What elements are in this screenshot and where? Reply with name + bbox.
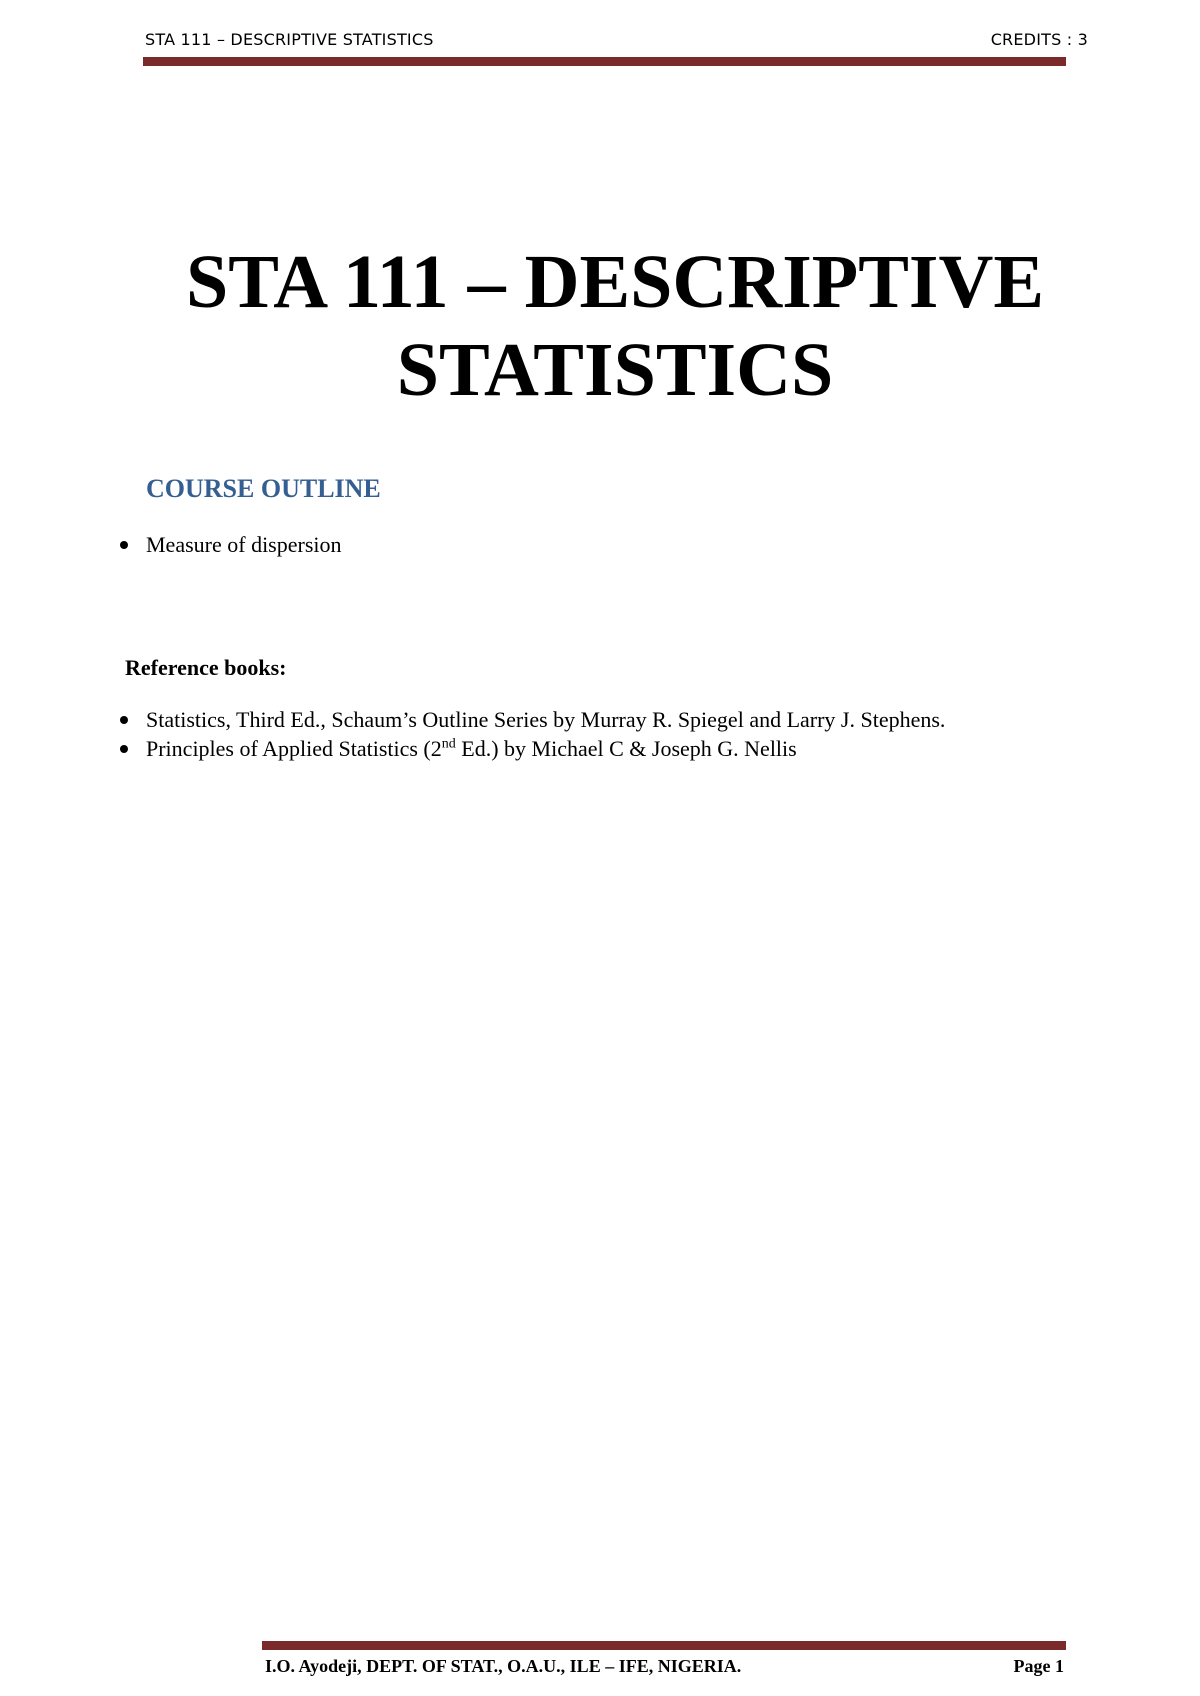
page-number: Page 1 — [1013, 1656, 1064, 1676]
document-title — [100, 238, 1130, 414]
footer-rule — [262, 1641, 1066, 1650]
list-item — [118, 530, 342, 559]
list-item-text: Measure of dispersion — [146, 532, 342, 557]
document-title-line2: STATISTICS — [396, 328, 834, 412]
header-rule — [143, 57, 1066, 66]
superscript-ordinal: nd — [441, 736, 456, 752]
bullet-icon — [120, 745, 128, 753]
course-outline-list — [118, 530, 342, 559]
list-item — [118, 734, 945, 763]
course-outline-heading: COURSE OUTLINE — [146, 474, 381, 503]
list-item — [118, 705, 945, 734]
document-title-line1: STA 111 – DESCRIPTIVE — [185, 240, 1045, 324]
running-header-credits: CREDITS : 3 — [990, 30, 1088, 49]
bullet-icon — [120, 541, 128, 549]
reference-books-list — [118, 705, 945, 763]
bullet-icon — [120, 716, 128, 724]
list-item-text-part: Ed.) by Michael C & Joseph G. Nellis — [455, 736, 797, 761]
reference-books-heading: Reference books: — [125, 655, 287, 680]
list-item-text-part: Principles of Applied Statistics (2 — [146, 736, 442, 761]
list-item-text: Statistics, Third Ed., Schaum’s Outline Series by Murray R. Spiegel and Larry J. Stephens. — [146, 707, 946, 732]
footer-author: I.O. Ayodeji, DEPT. OF STAT., O.A.U., ILE – IFE, NIGERIA. — [265, 1656, 742, 1676]
running-header-title: STA 111 – DESCRIPTIVE STATISTICS — [145, 30, 434, 49]
